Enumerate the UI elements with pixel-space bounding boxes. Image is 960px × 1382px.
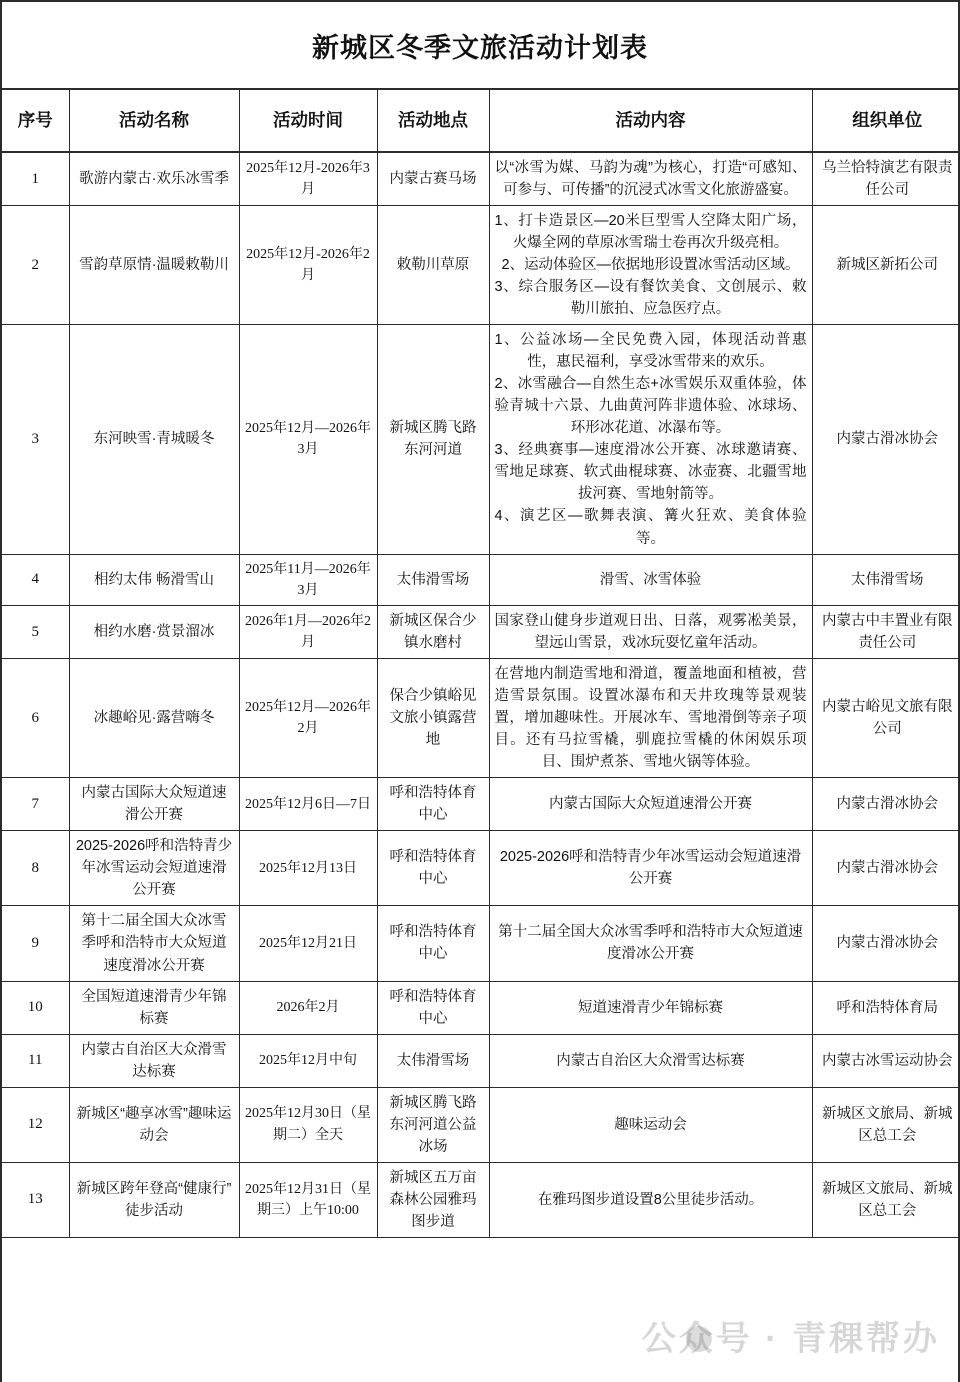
table-row (2, 606, 960, 659)
table-row (2, 778, 960, 831)
cell-organizer: 内蒙古滑冰协会 (812, 831, 960, 906)
cell-index: 2 (2, 206, 69, 325)
cell-activity-content: 1、打卡造景区—20米巨型雪人空降太阳广场，火爆全网的草原冰雪瑞士卷再次升级亮相。 2、运动体验区—依据地形设置冰雪活动区域。 3、综合服务区—设有餐饮美食、文创展示、敕勒川旅拍、应急医疗点。 (489, 206, 812, 325)
cell-organizer: 内蒙古滑冰协会 (812, 778, 960, 831)
cell-activity-content: 短道速滑青少年锦标赛 (489, 981, 812, 1034)
cell-activity-name: 内蒙古国际大众短道速滑公开赛 (69, 778, 239, 831)
table-row (2, 554, 960, 606)
cell-organizer: 乌兰恰特演艺有限责任公司 (812, 152, 960, 206)
cell-activity-time: 2026年1月—2026年2月 (239, 606, 377, 659)
cell-organizer: 呼和浩特体育局 (812, 981, 960, 1034)
cell-activity-time: 2026年2月 (239, 981, 377, 1034)
cell-index: 12 (2, 1087, 69, 1162)
cell-activity-place: 内蒙古赛马场 (377, 152, 489, 206)
column-header-place: 活动地点 (377, 90, 489, 152)
cell-activity-name: 相约太伟 畅滑雪山 (69, 554, 239, 606)
table-row (2, 831, 960, 906)
cell-activity-name: 歌游内蒙古·欢乐冰雪季 (69, 152, 239, 206)
cell-index: 9 (2, 906, 69, 981)
title-band (2, 2, 958, 90)
cell-organizer: 新城区文旅局、新城区总工会 (812, 1162, 960, 1237)
table-row (2, 1162, 960, 1237)
cell-index: 1 (2, 152, 69, 206)
table-row (2, 152, 960, 206)
cell-activity-name: 雪韵草原情·温暖敕勒川 (69, 206, 239, 325)
cell-activity-content: 2025-2026呼和浩特青少年冰雪运动会短道速滑公开赛 (489, 831, 812, 906)
cell-activity-time: 2025年12月31日（星期三）上午10:00 (239, 1162, 377, 1237)
table-row (2, 1087, 960, 1162)
cell-activity-time: 2025年12月-2026年3月 (239, 152, 377, 206)
watermark-blob (686, 1326, 712, 1352)
cell-activity-content: 在雅玛图步道设置8公里徒步活动。 (489, 1162, 812, 1237)
cell-activity-name: 2025-2026呼和浩特青少年冰雪运动会短道速滑公开赛 (69, 831, 239, 906)
cell-organizer: 内蒙古滑冰协会 (812, 325, 960, 554)
cell-activity-content: 滑雪、冰雪体验 (489, 554, 812, 606)
cell-activity-place: 呼和浩特体育中心 (377, 831, 489, 906)
cell-organizer: 内蒙古冰雪运动协会 (812, 1034, 960, 1087)
table-row (2, 981, 960, 1034)
cell-activity-content: 以“冰雪为媒、马韵为魂”为核心，打造“可感知、可参与、可传播”的沉浸式冰雪文化旅游盛宴。 (489, 152, 812, 206)
cell-organizer: 新城区新拓公司 (812, 206, 960, 325)
cell-organizer: 内蒙古滑冰协会 (812, 906, 960, 981)
column-header-content: 活动内容 (489, 90, 812, 152)
cell-activity-time: 2025年12月13日 (239, 831, 377, 906)
cell-organizer: 太伟滑雪场 (812, 554, 960, 606)
activity-plan-table (2, 90, 960, 1238)
cell-activity-place: 新城区保合少镇水磨村 (377, 606, 489, 659)
cell-activity-name: 新城区跨年登高“健康行”徒步活动 (69, 1162, 239, 1237)
cell-activity-name: 相约水磨·赏景溜冰 (69, 606, 239, 659)
column-header-index: 序号 (2, 90, 69, 152)
cell-organizer: 内蒙古中丰置业有限责任公司 (812, 606, 960, 659)
cell-activity-place: 新城区五万亩森林公园雅玛图步道 (377, 1162, 489, 1237)
cell-activity-content: 第十二届全国大众冰雪季呼和浩特市大众短道速度滑冰公开赛 (489, 906, 812, 981)
cell-activity-content: 在营地内制造雪地和滑道，覆盖地面和植被，营造雪景氛围。设置冰瀑布和天井玫瑰等景观装置，增加趣味性。开展冰车、雪地滑倒等亲子项目。还有马拉雪橇，驯鹿拉雪橇的休闲娱乐项目、围炉煮茶、雪地火锅等体验。 (489, 659, 812, 778)
table-row (2, 206, 960, 325)
cell-activity-name: 冰趣峪见·露营嗨冬 (69, 659, 239, 778)
cell-activity-name: 新城区“趣享冰雪”趣味运动会 (69, 1087, 239, 1162)
cell-index: 7 (2, 778, 69, 831)
table-row (2, 325, 960, 554)
cell-activity-time: 2025年12月21日 (239, 906, 377, 981)
watermark-text: 公众号 · 青稞帮办 (641, 1320, 940, 1358)
table-row (2, 659, 960, 778)
cell-activity-content: 1、公益冰场—全民免费入园，体现活动普惠性，惠民福利，享受冰雪带来的欢乐。 2、冰雪融合—自然生态+冰雪娱乐双重体验，体验青城十六景、九曲黄河阵非遗体验、冰球场、环形冰花道、冰瀑布等。 3、经典赛事—速度滑冰公开赛、冰球邀请赛、雪地足球赛、软式曲棍球赛、冰壶赛、北疆雪地拔河赛、雪地射箭等。 4、演艺区—歌舞表演、篝火狂欢、美食体验等。 (489, 325, 812, 554)
cell-activity-name: 第十二届全国大众冰雪季呼和浩特市大众短道速度滑冰公开赛 (69, 906, 239, 981)
cell-index: 4 (2, 554, 69, 606)
cell-activity-name: 内蒙古自治区大众滑雪达标赛 (69, 1034, 239, 1087)
cell-activity-time: 2025年12月—2026年3月 (239, 325, 377, 554)
cell-activity-place: 呼和浩特体育中心 (377, 981, 489, 1034)
cell-index: 6 (2, 659, 69, 778)
column-header-time: 活动时间 (239, 90, 377, 152)
table-body (2, 152, 960, 1237)
page-title: 新城区冬季文旅活动计划表 (312, 32, 648, 63)
cell-activity-place: 呼和浩特体育中心 (377, 906, 489, 981)
cell-activity-name: 全国短道速滑青少年锦标赛 (69, 981, 239, 1034)
cell-organizer: 内蒙古峪见文旅有限公司 (812, 659, 960, 778)
cell-activity-place: 新城区腾飞路东河河道公益冰场 (377, 1087, 489, 1162)
column-header-organizer: 组织单位 (812, 90, 960, 152)
cell-activity-time: 2025年12月—2026年2月 (239, 659, 377, 778)
cell-activity-place: 新城区腾飞路东河河道 (377, 325, 489, 554)
table-header-row (2, 90, 960, 152)
cell-activity-time: 2025年12月中旬 (239, 1034, 377, 1087)
cell-activity-time: 2025年12月6日—7日 (239, 778, 377, 831)
cell-activity-place: 太伟滑雪场 (377, 1034, 489, 1087)
cell-index: 5 (2, 606, 69, 659)
cell-activity-place: 太伟滑雪场 (377, 554, 489, 606)
cell-organizer: 新城区文旅局、新城区总工会 (812, 1087, 960, 1162)
cell-activity-content: 国家登山健身步道观日出、日落，观雾凇美景，望远山雪景，戏冰玩耍忆童年活动。 (489, 606, 812, 659)
cell-index: 10 (2, 981, 69, 1034)
column-header-name: 活动名称 (69, 90, 239, 152)
cell-activity-time: 2025年11月—2026年3月 (239, 554, 377, 606)
cell-activity-time: 2025年12月30日（星期二）全天 (239, 1087, 377, 1162)
cell-index: 3 (2, 325, 69, 554)
cell-activity-time: 2025年12月-2026年2月 (239, 206, 377, 325)
cell-index: 11 (2, 1034, 69, 1087)
cell-activity-place: 敕勒川草原 (377, 206, 489, 325)
cell-activity-name: 东河映雪·青城暖冬 (69, 325, 239, 554)
cell-index: 13 (2, 1162, 69, 1237)
cell-activity-content: 内蒙古自治区大众滑雪达标赛 (489, 1034, 812, 1087)
cell-activity-place: 保合少镇峪见文旅小镇露营地 (377, 659, 489, 778)
cell-activity-content: 趣味运动会 (489, 1087, 812, 1162)
cell-index: 8 (2, 831, 69, 906)
table-row (2, 906, 960, 981)
cell-activity-content: 内蒙古国际大众短道速滑公开赛 (489, 778, 812, 831)
table-row (2, 1034, 960, 1087)
cell-activity-place: 呼和浩特体育中心 (377, 778, 489, 831)
